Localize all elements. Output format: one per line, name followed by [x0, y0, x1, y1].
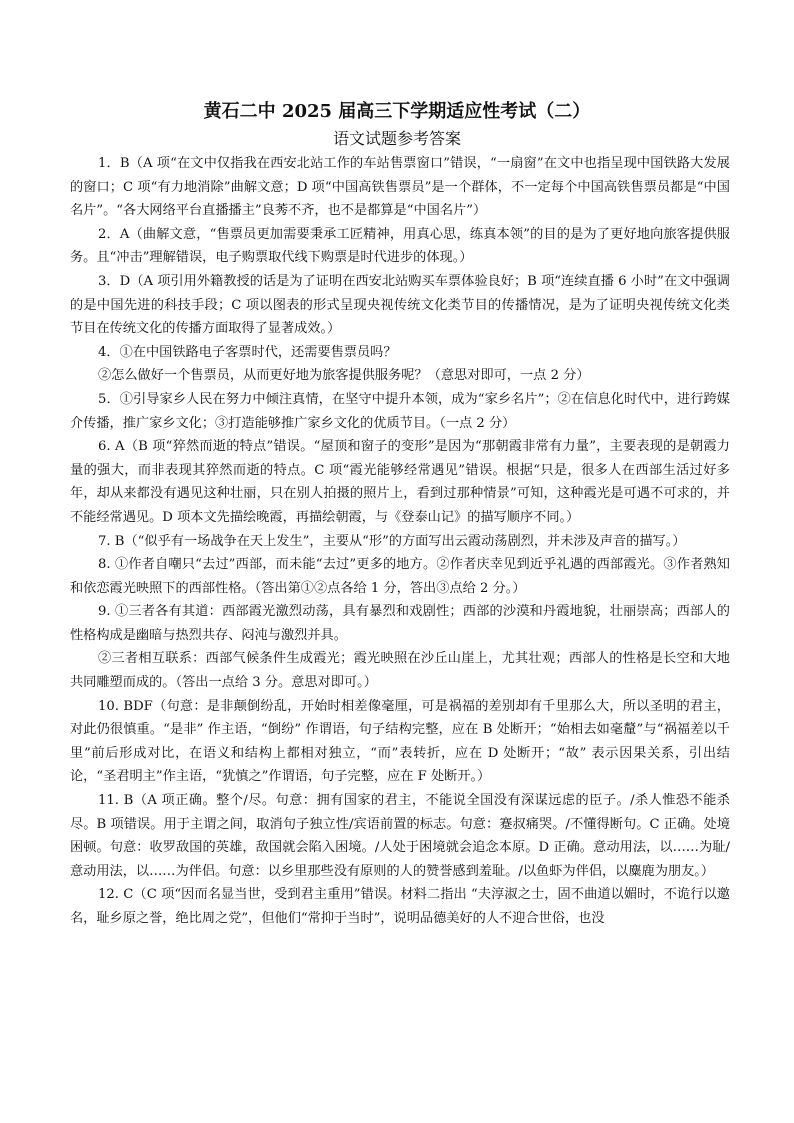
answer-2: 2．A（曲解文意，“售票员更加需要秉承工匠精神，用真心思，练真本领”的目的是为了更好地向旅客提供服务。且“冲击”理解错误，电子购票取代线下购票是时代进步的体现。） — [70, 226, 730, 266]
document-title: 黄石二中 2025 届高三下学期适应性考试（二） — [203, 101, 591, 122]
answer-7: 7. B（“似乎有一场战争在天上发生”，主要从“形”的方面写出云霞动荡剧烈，并未涉及声音的描写。） — [98, 533, 686, 549]
answer-9-point-1: 9. ①三者各有其道：西部霞光激烈动荡，具有暴烈和戏剧性；西部的沙漠和丹霞地貌，壮丽崇高；西部人的性格构成是幽暗与热烈共存、闷沌与激烈并具。 — [70, 604, 730, 643]
answer-6: 6. A（B 项“猝然而逝的特点”错误。“屋顶和窗子的变形”是因为“那朝霞非常有力量”，主要表现的是朝霞力量的强大，而非表现其猝然而逝的特点。C 项“霞光能够经常遇见”错误。根据“只是，很多人在西部生活过好多年，却从来都没有遇见这种壮丽，只在别人拍摄的照片上，看到过那种情景”可知，这种霞光是可遇不可求的，并不能经常遇见。D 项本文先描绘晚霞，再描绘朝霞，与《登泰山记》的描写顺序不同。） — [70, 439, 730, 525]
answer-9-point-2: ②三者相互联系：西部气候条件生成霞光；霞光映照在沙丘山崖上，尤其壮观；西部人的性格是长空和大地共同雕塑而成的。（答出一点给 3 分。意思对即可。） — [70, 651, 730, 691]
answer-4-point-2: ②怎么做好一个售票员，从而更好地为旅客提供服务呢？（意思对即可，一点 2 分） — [98, 368, 590, 384]
answer-1: 1．B（A 项“在文中仅指我在西安北站工作的车站售票窗口”错误，“一扇窗”在文中也指呈现中国铁路大发展的窗口；C 项“有力地消除”曲解文意；D 项“中国高铁售票员”是一个群体，不一定每个中国高铁售票员都是“中国名片”。“各大网络平台直播播主”良莠不齐，也不是都算是“中国名片”） — [70, 156, 730, 219]
answer-list — [70, 152, 730, 931]
answer-11: 11. B（A 项正确。整个/尽。句意：拥有国家的君主，不能说全国没有深谋远虑的臣子。/杀人惟恐不能杀尽。B 项错误。用于主谓之间，取消句子独立性/宾语前置的标志。句意：蹇叔痛哭。/不懂得断句。C 正确。处境困顿。句意：收罗敌国的英雄，敌国就会陷入困境。/人处于困境就会追念本原。D 正确。意动用法，以……为耻/意动用法，以……为伴侣。句意：以乡里那些没有原则的人的赞誉感到羞耻。/以鱼虾为伴侣，以麋鹿为朋友。） — [70, 793, 730, 879]
answer-12: 12. C（C 项“因而名显当世，受到君主重用”错误。材料二指出 “夫淳淑之士，固不曲道以媚时，不诡行以邀名，耻乡原之誉，绝比周之党”，但他们“常抑于当时”，说明品德美好的人不迎合世俗，也没 — [70, 887, 730, 926]
answer-8: 8. ①作者自嘲只“去过”西部，而未能“去过”更多的地方。②作者庆幸见到近乎礼遇的西部霞光。③作者熟知和依恋霞光映照下的西部性格。（答出第①②点各给 1 分，答出③点给 2 分。） — [70, 557, 730, 596]
answer-5: 5．①引导家乡人民在努力中倾注真情，在坚守中提升本领，成为“家乡名片”；②在信息化时代中，进行跨媒介传播，推广家乡文化；③打造能够推广家乡文化的优质节目。（一点 2 分） — [70, 391, 730, 431]
answer-10: 10. BDF（句意：是非颠倒纷乱，开始时相差像毫厘，可是祸福的差别却有千里那么大，所以圣明的君主，对此仍很慎重。“是非” 作主语，“倒纷” 作谓语，句子结构完整，应在 B 处断开；“始相去如毫釐”与“祸福差以千里”前后形成对比，在语义和结构上都相对独立，“而”表转折，应在 D 处断开；“故” 表示因果关系，引出结论，“圣君明主”作主语，“犹慎之”作谓语，句子完整，应在 F 处断开。） — [70, 698, 730, 785]
answer-3: 3．D（A 项引用外籍教授的话是为了证明在西安北站购买车票体验良好；B 项“连续直播 6 小时”在文中强调的是中国先进的科技手段；C 项以图表的形式呈现央视传统文化类节目的传播情况，是为了证明央视传统文化类节目在传统文化的传播方面取得了显著成效。） — [70, 273, 730, 337]
document-subtitle: 语文试题参考答案 — [332, 129, 461, 148]
answer-4-point-1: 4．①在中国铁路电子客票时代，还需要售票员吗？ — [98, 344, 397, 360]
